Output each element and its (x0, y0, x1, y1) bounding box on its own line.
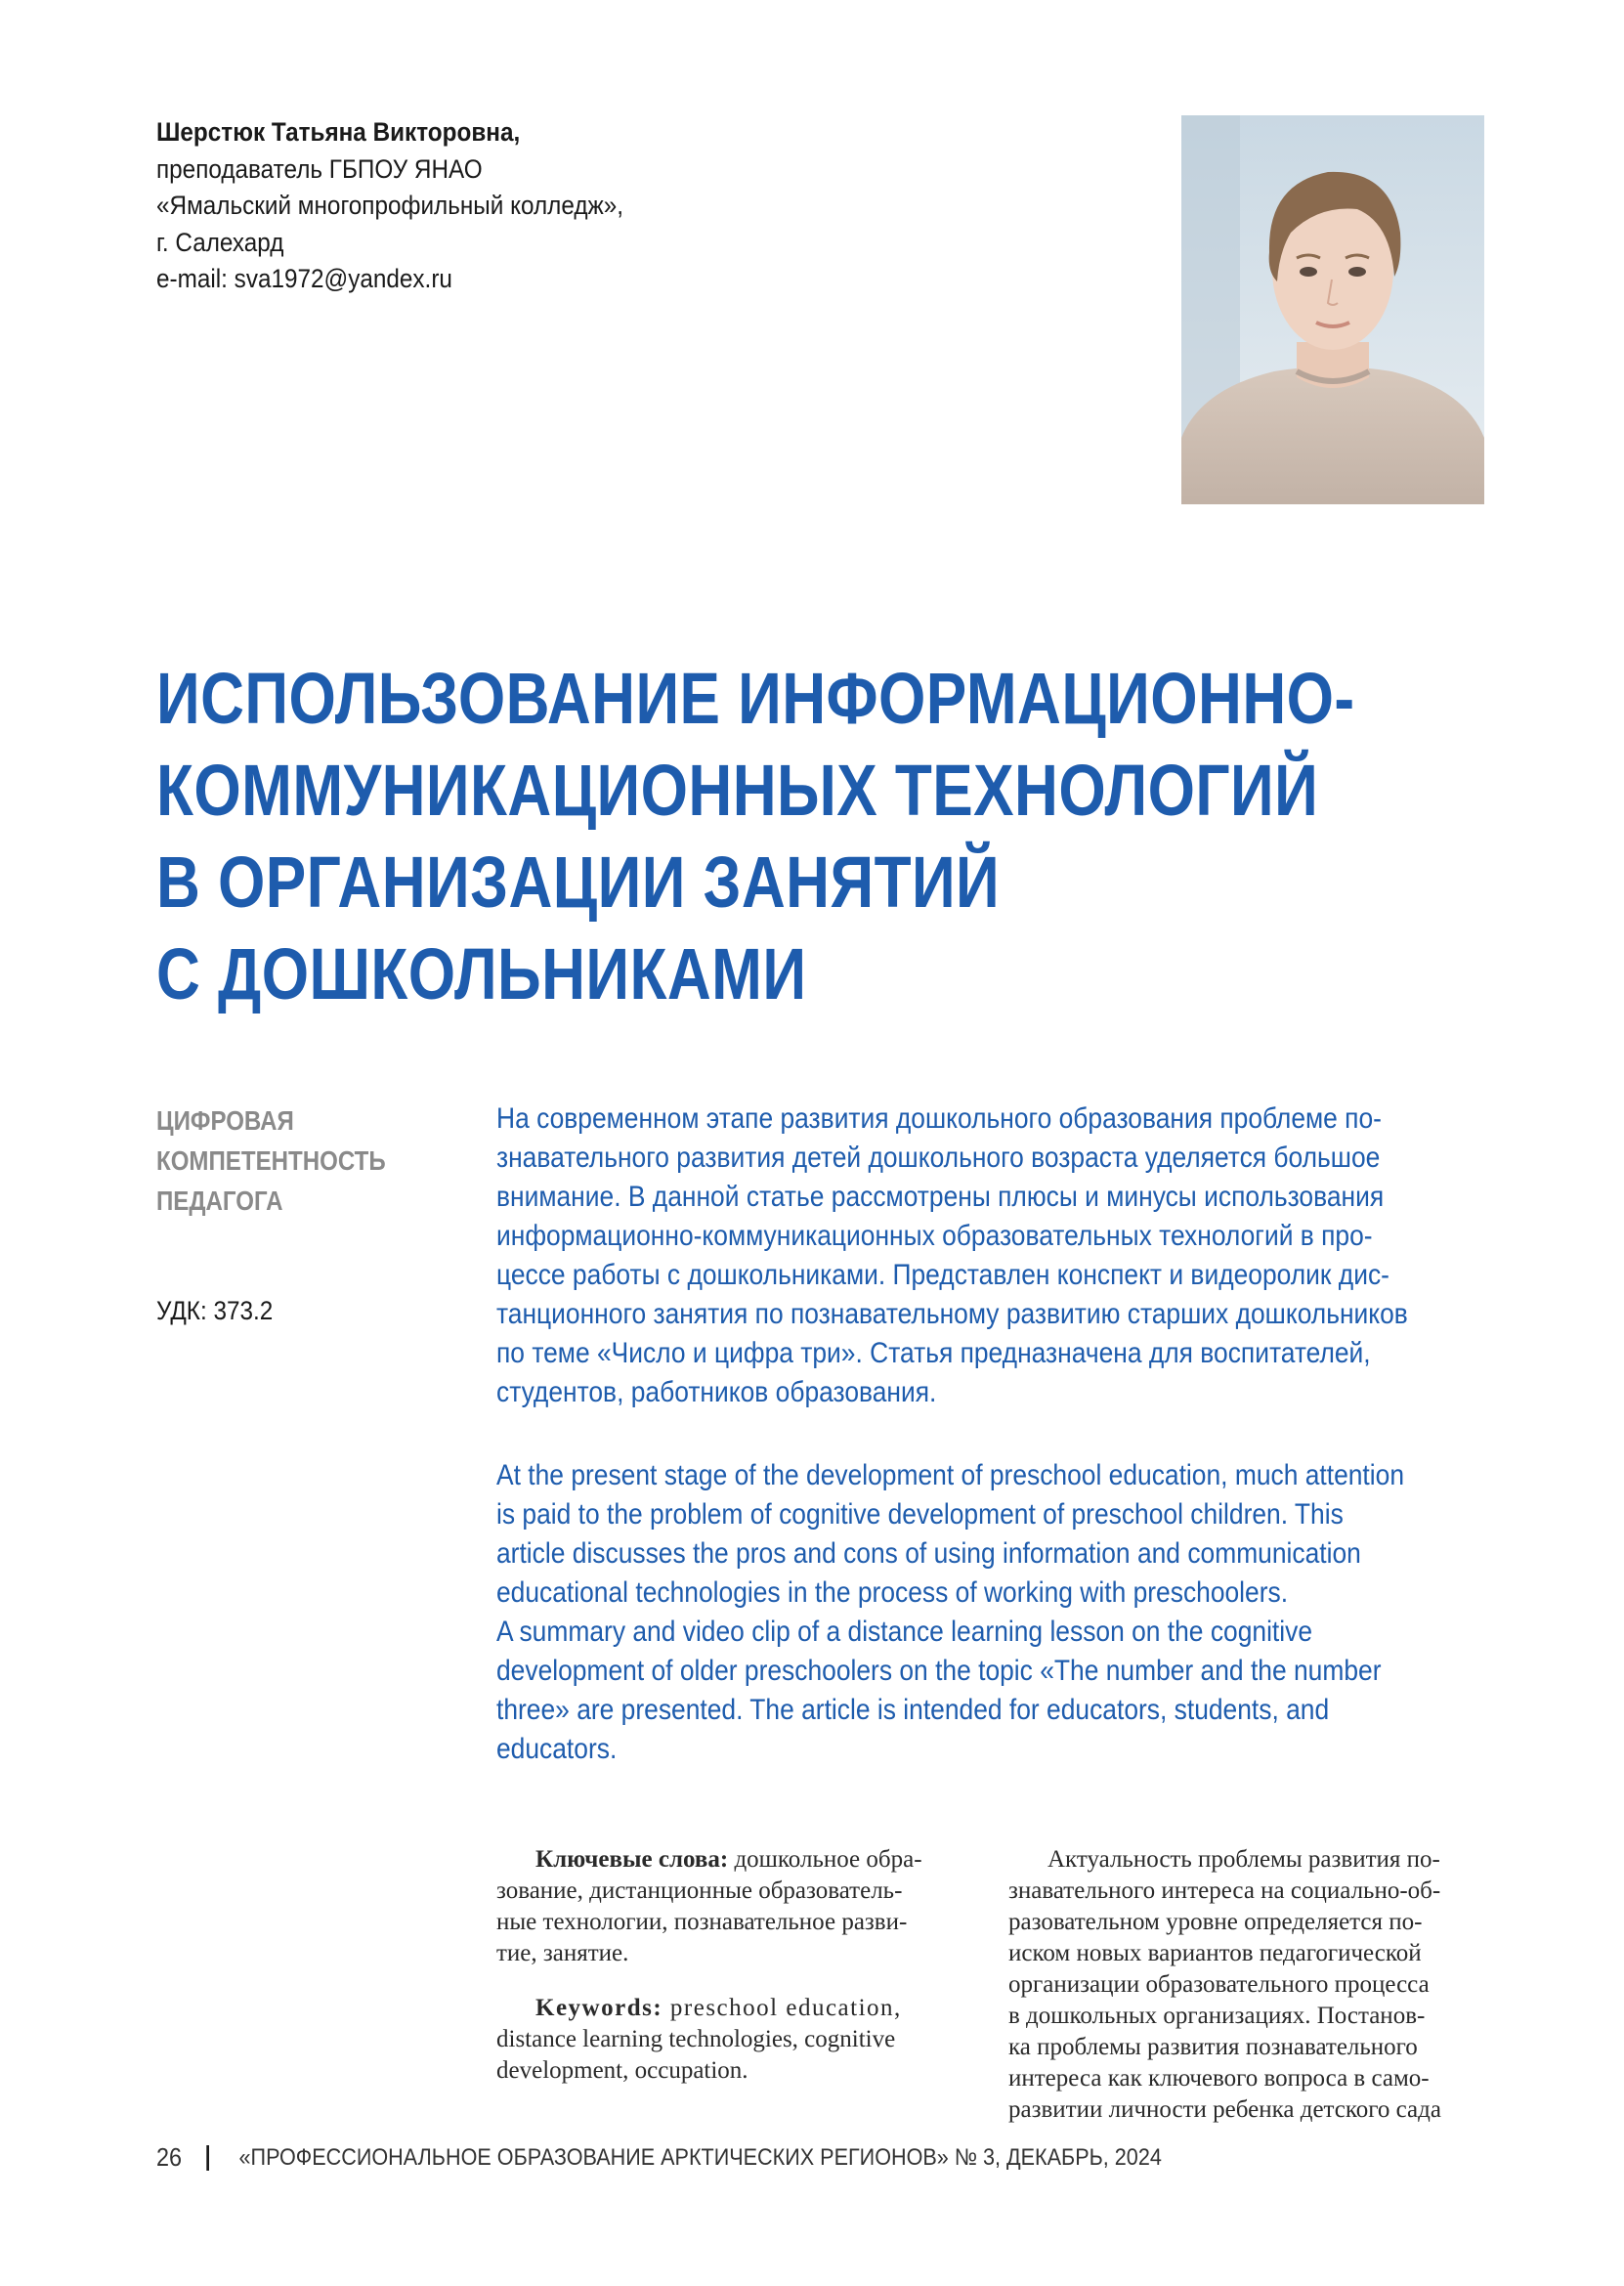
body-line: разовательном уровне определяется по- (1008, 1909, 1423, 1935)
keywords-column (496, 1844, 975, 2110)
abstract-line: танционного занятия по познавательному развитию старших дошкольников (496, 1298, 1408, 1330)
author-portrait-image (1181, 115, 1484, 504)
author-block (156, 114, 623, 298)
body-line: иском новых вариантов педагогической (1008, 1940, 1422, 1966)
abstract-line: development of older preschoolers on the topic «The number and the number (496, 1655, 1382, 1687)
abstract-line: На современном этапе развития дошкольного образования проблеме по- (496, 1102, 1382, 1135)
abstract-line: article discusses the pros and cons of using information and communication (496, 1537, 1361, 1570)
article-title (156, 653, 1355, 1020)
abstract-line: внимание. В данной статье рассмотрены плюсы и минусы использования (496, 1181, 1385, 1213)
abstract-line: educators. (496, 1733, 618, 1765)
title-line: В ОРГАНИЗАЦИИ ЗАНЯТИЙ (156, 841, 1001, 923)
abstract-line: цессе работы с дошкольниками. Представлен конспект и видеоролик дис- (496, 1259, 1389, 1291)
abstract-english (496, 1456, 1404, 1769)
body-line: знавательного интереса на социально-об- (1008, 1877, 1441, 1904)
body-text-column (1008, 1844, 1487, 2126)
footer-divider (206, 2145, 209, 2171)
keywords-en-line: development, occupation. (496, 2057, 748, 2084)
abstract-line: educational technologies in the process of working with preschoolers. (496, 1576, 1289, 1609)
abstract-line: three» are presented. The article is intended for educators, students, and (496, 1694, 1330, 1726)
author-position: преподаватель ГБПОУ ЯНАО (156, 153, 483, 184)
author-photo (1181, 115, 1484, 504)
keywords-en-label: Keywords: (535, 1995, 663, 2021)
abstract-line: информационно-коммуникационных образовательных технологий в про- (496, 1220, 1373, 1252)
abstract-line: студентов, работников образования. (496, 1376, 937, 1408)
body-line: интереса как ключевого вопроса в само- (1008, 2065, 1430, 2092)
keywords-ru-text: дошкольное обра- (728, 1846, 922, 1873)
keywords-english (496, 1993, 975, 2087)
author-city: г. Салехард (156, 227, 284, 257)
title-line: С ДОШКОЛЬНИКАМИ (156, 933, 807, 1014)
udk-code: УДК: 373.2 (156, 1296, 274, 1325)
rubric-line: КОМПЕТЕНТНОСТЬ (156, 1145, 386, 1176)
author-organization: «Ямальский многопрофильный колледж», (156, 191, 624, 220)
abstract-line: A summary and video clip of a distance learning lesson on the cognitive (496, 1616, 1313, 1648)
keywords-ru-line: ные технологии, познавательное разви- (496, 1909, 908, 1935)
keywords-ru-line: тие, занятие. (496, 1940, 629, 1966)
journal-name: «ПРОФЕССИОНАЛЬНОЕ ОБРАЗОВАНИЕ АРКТИЧЕСКИХ РЕГИОНОВ» № 3, ДЕКАБРЬ, 2024 (238, 2143, 1162, 2171)
page-footer (156, 2142, 1162, 2173)
abstract-line: At the present stage of the development of preschool education, much attention (496, 1459, 1405, 1491)
author-email[interactable]: e-mail: sva1972@yandex.ru (156, 264, 452, 293)
rubric-line: ПЕДАГОГА (156, 1186, 283, 1216)
rubric-line: ЦИФРОВАЯ (156, 1105, 294, 1136)
abstract-russian (496, 1100, 1408, 1412)
keywords-ru-line: зование, дистанционные образователь- (496, 1877, 903, 1904)
keywords-russian (496, 1844, 975, 1969)
abstract-line: знавательного развития детей дошкольного возраста уделяется большое (496, 1142, 1381, 1174)
body-line: в дошкольных организациях. Постанов- (1008, 2003, 1426, 2029)
keywords-en-line: distance learning technologies, cognitive (496, 2026, 896, 2052)
author-name: Шерстюк Татьяна Викторовна, (156, 117, 521, 147)
abstract-line: is paid to the problem of cognitive development of preschool children. This (496, 1498, 1344, 1531)
body-line: Актуальность проблемы развития по- (1047, 1846, 1440, 1873)
body-line: ка проблемы развития познавательного (1008, 2034, 1418, 2060)
title-line: КОММУНИКАЦИОННЫХ ТЕХНОЛОГИЙ (156, 750, 1319, 831)
body-line: организации образовательного процесса (1008, 1971, 1430, 1998)
abstract-line: по теме «Число и цифра три». Статья предназначена для воспитателей, (496, 1337, 1371, 1369)
page-number: 26 (156, 2142, 183, 2172)
title-line: ИСПОЛЬЗОВАНИЕ ИНФОРМАЦИОННО- (156, 658, 1355, 739)
body-line: развитии личности ребенка детского сада (1008, 2096, 1441, 2123)
keywords-ru-label: Ключевые слова: (535, 1846, 729, 1873)
keywords-en-text: preschool education, (662, 1995, 902, 2021)
rubric (156, 1100, 386, 1221)
